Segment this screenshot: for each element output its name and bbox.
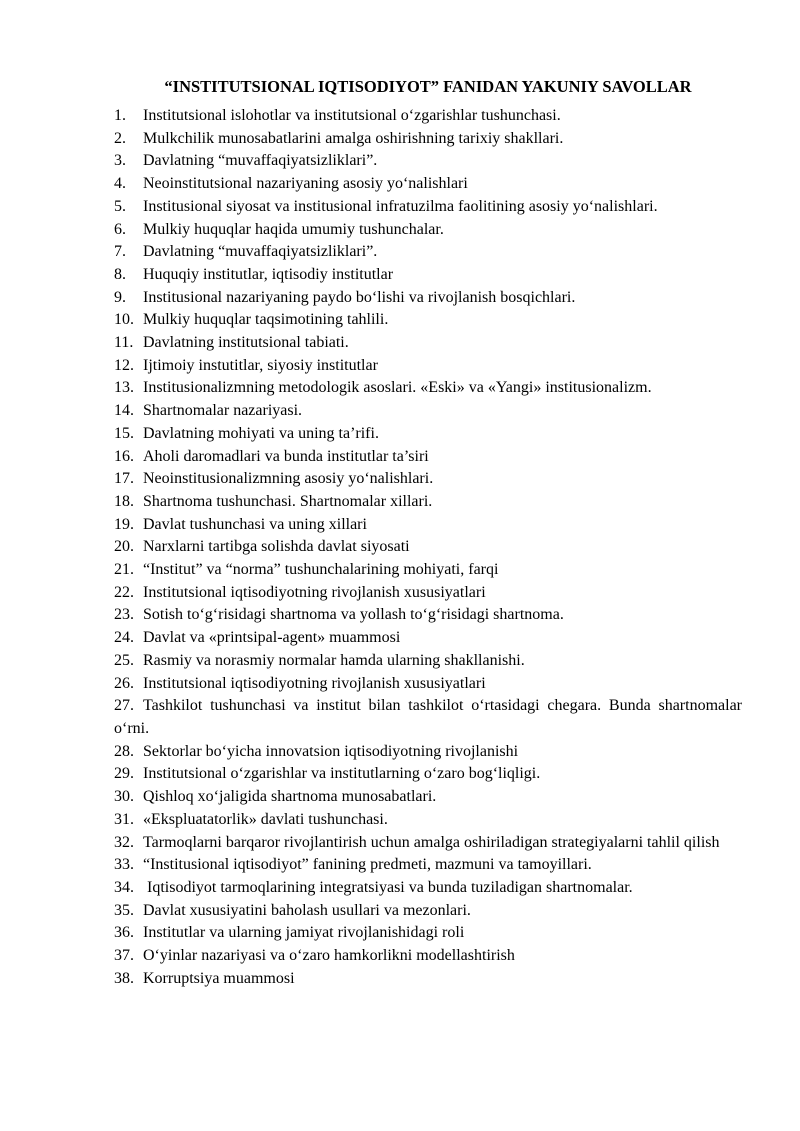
- question-text: Davlat xususiyatini baholash usullari va mezonlari.: [143, 901, 471, 919]
- question-item: [114, 400, 742, 423]
- question-item: [114, 877, 742, 900]
- question-number: 13.: [114, 379, 134, 397]
- question-number: 1.: [114, 107, 126, 124]
- question-text: “Institut” va “norma” tushunchalarining mohiyati, farqi: [143, 561, 499, 579]
- question-item: [114, 514, 742, 537]
- question-text: Tashkilot tushunchasi va institut bilan tashkilot o‘rtasidagi chegara. Bunda shartnomalar o‘rni.: [114, 697, 742, 737]
- question-number: 9.: [114, 288, 126, 306]
- question-text: “Institusional iqtisodiyot” fanining predmeti, mazmuni va tamoyillari.: [143, 856, 592, 874]
- question-item: [114, 173, 742, 196]
- question-item: [114, 582, 742, 605]
- question-text: Sektorlar bo‘yicha innovatsion iqtisodiyotning rivojlanishi: [143, 742, 519, 760]
- question-item: [114, 219, 742, 242]
- question-text: Institutsional o‘zgarishlar va institutlarning o‘zaro bog‘liqligi.: [143, 765, 541, 783]
- question-item: [114, 900, 742, 923]
- question-item: [114, 150, 742, 173]
- question-text: Neoinstitutsional nazariyaning asosiy yo‘nalishlari: [143, 175, 468, 193]
- question-text: Institutlar va ularning jamiyat rivojlanishidagi roli: [143, 924, 465, 942]
- question-number: 32.: [114, 833, 134, 851]
- question-number: 27.: [114, 697, 134, 715]
- question-number: 25.: [114, 651, 134, 669]
- question-text: Institutsional iqtisodiyotning rivojlanish xususiyatlari: [143, 674, 486, 692]
- document-title: “INSTITUTSIONAL IQTISODIYOT” FANIDAN YAKUNIY SAVOLLAR: [164, 77, 692, 96]
- question-number: 24.: [114, 629, 134, 647]
- question-item: [114, 446, 742, 469]
- question-text: Korruptsiya muammosi: [143, 969, 295, 987]
- question-text: Davlatning “muvaffaqiyatsizliklari”.: [143, 152, 378, 170]
- question-item: [114, 604, 742, 627]
- question-text: Institusionalizmning metodologik asoslari. «Eski» va «Yangi» institusionalizm.: [143, 379, 652, 397]
- question-item: [114, 196, 742, 219]
- question-text: Mulkiy huquqlar taqsimotining tahlili.: [143, 311, 389, 329]
- question-text: Rasmiy va norasmiy normalar hamda ularning shakllanishi.: [143, 651, 525, 669]
- question-item: [114, 423, 742, 446]
- question-number: 14.: [114, 402, 134, 420]
- question-text: Institutsional islohotlar va institutsional o‘zgarishlar tushunchasi.: [143, 107, 561, 124]
- question-number: 37.: [114, 947, 134, 965]
- question-item: [114, 309, 742, 332]
- question-number: 10.: [114, 311, 134, 329]
- question-text: Davlatning “muvaffaqiyatsizliklari”.: [143, 243, 378, 261]
- question-text: Tarmoqlarni barqaror rivojlantirish uchun amalga oshiriladigan strategiyalarni tahlil qilish: [143, 833, 720, 851]
- question-text: Ijtimoiy instutitlar, siyosiy institutlar: [143, 356, 378, 374]
- question-text: Institusional siyosat va institusional infratuzilma faolitining asosiy yo‘nalishlari.: [143, 197, 658, 215]
- question-text: Neoinstitusionalizmning asosiy yo‘nalishlari.: [143, 470, 434, 488]
- question-text: Institutsional iqtisodiyotning rivojlanish xususiyatlari: [143, 583, 486, 601]
- question-number: 36.: [114, 924, 134, 942]
- question-number: 15.: [114, 424, 134, 442]
- question-number: 23.: [114, 606, 134, 624]
- document-page: [114, 74, 742, 990]
- question-item: [114, 355, 742, 378]
- question-item: [114, 695, 742, 740]
- question-text: Sotish to‘g‘risidagi shartnoma va yollash to‘g‘risidagi shartnoma.: [143, 606, 564, 624]
- question-item: [114, 763, 742, 786]
- question-number: 7.: [114, 243, 126, 261]
- question-number: 20.: [114, 538, 134, 556]
- question-number: 8.: [114, 265, 126, 283]
- question-number: 4.: [114, 175, 126, 193]
- question-number: 35.: [114, 901, 134, 919]
- question-number: 11.: [114, 334, 134, 352]
- question-text: Davlat tushunchasi va uning xillari: [143, 515, 367, 533]
- question-item: [114, 650, 742, 673]
- question-text: Shartnomalar nazariyasi.: [143, 402, 303, 420]
- question-text: Davlatning institutsional tabiati.: [143, 334, 349, 352]
- question-item: [114, 264, 742, 287]
- question-text: Aholi daromadlari va bunda institutlar ta’siri: [143, 447, 429, 465]
- question-item: [114, 673, 742, 696]
- question-item: [114, 922, 742, 945]
- question-item: [114, 786, 742, 809]
- question-item: [114, 627, 742, 650]
- question-number: 18.: [114, 492, 134, 510]
- question-text: Davlatning mohiyati va uning ta’rifi.: [143, 424, 379, 442]
- question-text: Mulkiy huquqlar haqida umumiy tushunchalar.: [143, 220, 444, 238]
- question-number: 17.: [114, 470, 134, 488]
- question-text: Qishloq xo‘jaligida shartnoma munosabatlari.: [143, 788, 437, 806]
- question-text: Mulkchilik munosabatlarini amalga oshirishning tarixiy shakllari.: [143, 129, 564, 147]
- question-number: 33.: [114, 856, 134, 874]
- question-item: [114, 377, 742, 400]
- question-item: [114, 332, 742, 355]
- question-number: 30.: [114, 788, 134, 806]
- question-number: 6.: [114, 220, 126, 238]
- question-item: [114, 559, 742, 582]
- question-number: 22.: [114, 583, 134, 601]
- question-number: 12.: [114, 356, 134, 374]
- question-number: 31.: [114, 810, 134, 828]
- question-number: 38.: [114, 969, 134, 987]
- question-item: [114, 105, 742, 128]
- question-number: 26.: [114, 674, 134, 692]
- question-item: [114, 536, 742, 559]
- questions-list: [114, 105, 742, 990]
- question-item: [114, 809, 742, 832]
- question-item: [114, 968, 742, 991]
- question-text: Iqtisodiyot tarmoqlarining integratsiyasi va bunda tuziladigan shartnomalar.: [143, 878, 633, 896]
- question-text: Shartnoma tushunchasi. Shartnomalar xillari.: [143, 492, 433, 510]
- question-number: 2.: [114, 129, 126, 147]
- question-text: Davlat va «printsipal-agent» muammosi: [143, 629, 401, 647]
- question-number: 29.: [114, 765, 134, 783]
- question-text: O‘yinlar nazariyasi va o‘zaro hamkorlikni modellashtirish: [143, 947, 515, 965]
- question-number: 3.: [114, 152, 126, 170]
- question-item: [114, 287, 742, 310]
- question-item: [114, 741, 742, 764]
- question-number: 19.: [114, 515, 134, 533]
- question-item: [114, 241, 742, 264]
- question-number: 21.: [114, 561, 134, 579]
- question-text: Narxlarni tartibga solishda davlat siyosati: [143, 538, 410, 556]
- question-item: [114, 832, 742, 855]
- question-text: Institusional nazariyaning paydo bo‘lishi va rivojlanish bosqichlari.: [143, 288, 576, 306]
- question-item: [114, 128, 742, 151]
- question-item: [114, 854, 742, 877]
- question-number: 28.: [114, 742, 134, 760]
- question-number: 34.: [114, 878, 134, 896]
- question-text: Huquqiy institutlar, iqtisodiy institutlar: [143, 265, 394, 283]
- question-number: 16.: [114, 447, 134, 465]
- question-text: «Ekspluatatorlik» davlati tushunchasi.: [143, 810, 388, 828]
- question-item: [114, 491, 742, 514]
- question-number: 5.: [114, 197, 126, 215]
- question-item: [114, 468, 742, 491]
- question-item: [114, 945, 742, 968]
